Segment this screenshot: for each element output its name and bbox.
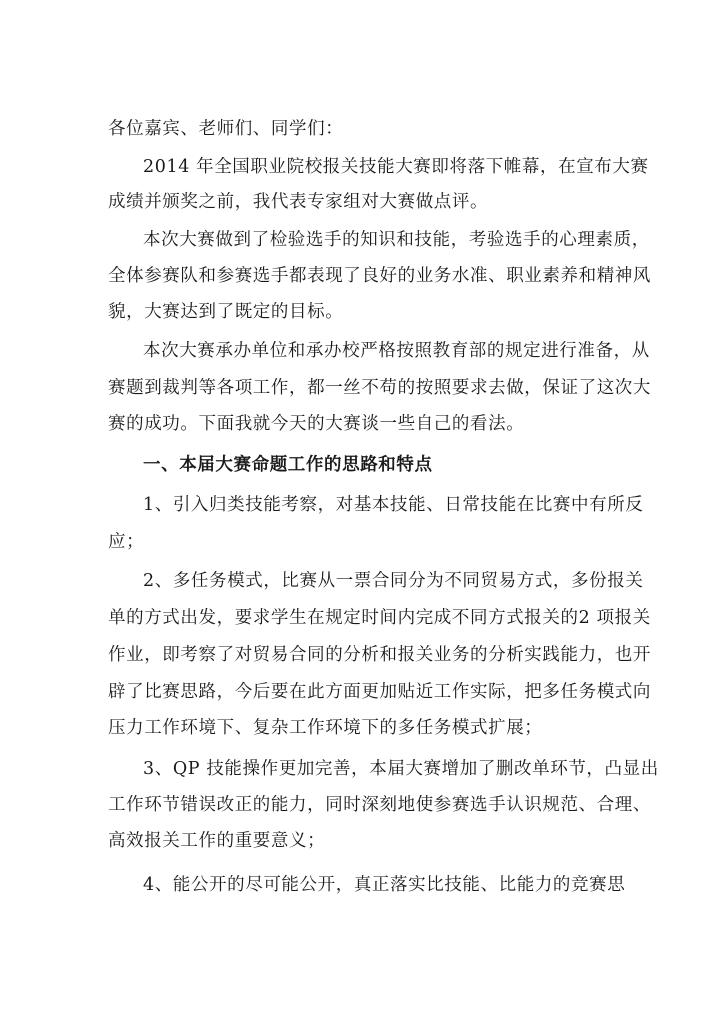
- paragraph-line: 赛题到裁判等各项工作，都一丝不苟的按照要求去做，保证了这次大: [108, 378, 651, 398]
- section-heading: 一、本届大赛命题工作的思路和特点: [143, 455, 433, 475]
- list-item-line: 3、QP 技能操作更加完善，本届大赛增加了删改单环节，凸显出: [143, 759, 659, 779]
- paragraph-line: 2014 年全国职业院校报关技能大赛即将落下帷幕，在宣布大赛: [143, 157, 649, 177]
- list-item-line: 高效报关工作的重要意义；: [108, 831, 326, 851]
- paragraph-line: 本次大赛做到了检验选手的知识和技能，考验选手的心理素质，: [143, 230, 650, 250]
- list-item-line: 单的方式出发，要求学生在规定时间内完成不同方式报关的2 项报关: [108, 608, 651, 628]
- paragraph-line: 貌，大赛达到了既定的目标。: [108, 302, 344, 322]
- paragraph-line: 全体参赛队和参赛选手都表现了良好的业务水准、职业素养和精神风: [108, 266, 651, 286]
- paragraph-line: 本次大赛承办单位和承办校严格按照教育部的规定进行准备，从: [143, 341, 650, 361]
- list-item-line: 工作环节错误改正的能力，同时深刻地使参赛选手认识规范、合理、: [108, 795, 651, 815]
- salutation: 各位嘉宾、老师们、同学们：: [108, 119, 344, 139]
- list-item-line: 压力工作环境下、复杂工作环境下的多任务模式扩展；: [108, 718, 543, 738]
- paragraph-line: 赛的成功。下面我就今天的大赛谈一些自己的看法。: [108, 414, 525, 434]
- list-item-line: 作业，即考察了对贸易合同的分析和报关业务的分析实践能力，也开: [108, 645, 651, 665]
- list-item-line: 4、能公开的尽可能公开，真正落实比技能、比能力的竞赛思: [143, 875, 626, 895]
- paragraph-line: 成绩并颁奖之前，我代表专家组对大赛做点评。: [108, 192, 489, 212]
- list-item-line: 应；: [108, 532, 145, 552]
- list-item-line: 2、多任务模式，比赛从一票合同分为不同贸易方式，多份报关: [143, 571, 644, 591]
- list-item-line: 1、引入归类技能考察，对基本技能、日常技能在比赛中有所反: [143, 495, 644, 515]
- list-item-line: 辟了比赛思路，今后要在此方面更加贴近工作实际，把多任务模式向: [108, 682, 651, 702]
